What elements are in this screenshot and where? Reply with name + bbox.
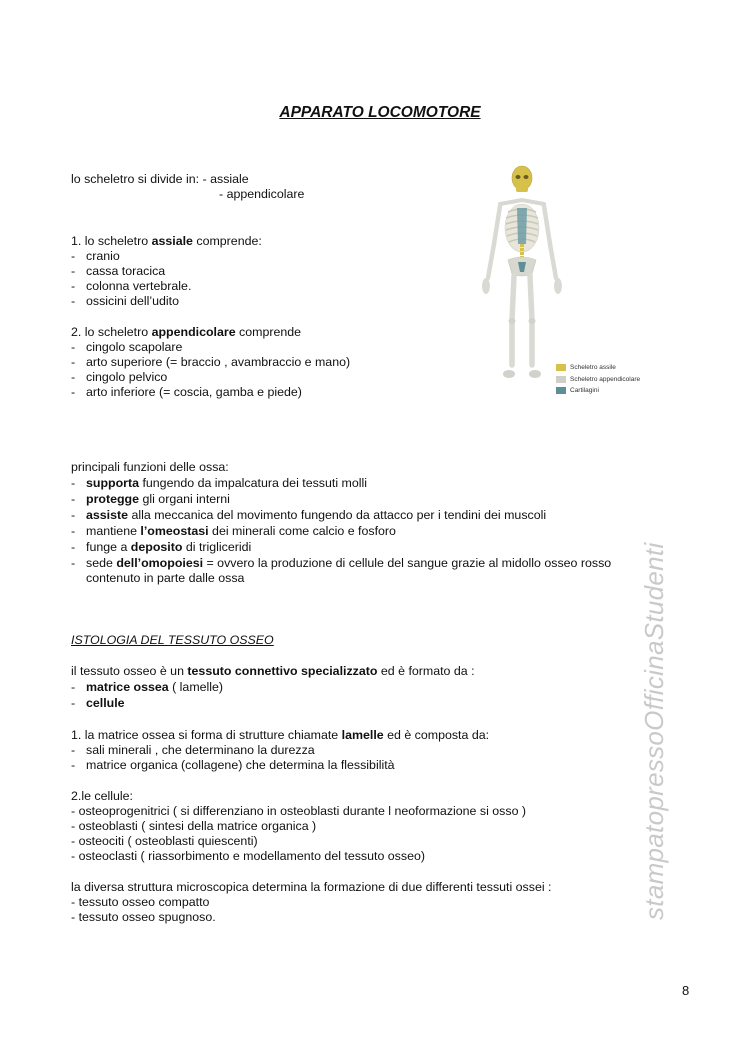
cells-item: - osteoprogenitrici ( si differenziano in osteoblasti durante l neoformazione si osso ) — [71, 804, 527, 818]
list-dash: - — [71, 355, 76, 369]
component-item: cellule — [86, 696, 125, 710]
matrix-item: sali minerali , che determinano la durezza — [86, 743, 315, 757]
intro-line-2: - appendicolare — [219, 187, 305, 201]
list-dash: - — [71, 249, 76, 263]
matrix-heading: 1. la matrice ossea si forma di strutture chiamate lamelle ed è composta da: — [71, 728, 490, 742]
appendicular-item: cingolo scapolare — [86, 340, 183, 354]
legend-item: Scheletro assile — [556, 362, 640, 374]
list-dash: - — [71, 370, 76, 384]
cells-item: - osteoclasti ( riassorbimento e modellamento del tessuto osseo) — [71, 849, 425, 863]
types-item: - tessuto osseo spugnoso. — [71, 910, 216, 924]
list-dash: - — [71, 294, 76, 308]
axial-item: cranio — [86, 249, 120, 263]
appendicular-item: arto superiore (= braccio , avambraccio e mano) — [86, 355, 351, 369]
cells-item: - osteoblasti ( sintesi della matrice organica ) — [71, 819, 317, 833]
function-item: mantiene l’omeostasi dei minerali come calcio e fosforo — [86, 524, 396, 538]
list-dash: - — [71, 758, 76, 772]
appendicular-item: cingolo pelvico — [86, 370, 168, 384]
function-item: supporta fungendo da impalcatura dei tessuti molli — [86, 476, 367, 490]
list-dash: - — [71, 556, 76, 570]
function-item: funge a deposito di trigliceridi — [86, 540, 252, 554]
function-item-continued: contenuto in parte dalle ossa — [86, 571, 245, 585]
list-dash: - — [71, 279, 76, 293]
histology-intro: il tessuto osseo è un tessuto connettivo specializzato ed è formato da : — [71, 664, 475, 678]
list-dash: - — [71, 476, 76, 490]
types-item: - tessuto osseo compatto — [71, 895, 210, 909]
function-item: protegge gli organi interni — [86, 492, 230, 506]
list-dash: - — [71, 696, 76, 710]
types-heading: la diversa struttura microscopica determina la formazione di due differenti tessuti ossei : — [71, 880, 552, 894]
cells-item: - osteociti ( osteoblasti quiescenti) — [71, 834, 258, 848]
watermark: stampatopressoOfficinaStudenti — [639, 542, 669, 920]
cells-heading: 2.le cellule: — [71, 789, 133, 803]
list-dash: - — [71, 508, 76, 522]
page-title: APPARATO LOCOMOTORE — [279, 104, 481, 121]
appendicular-heading: 2. lo scheletro appendicolare comprende — [71, 325, 302, 339]
list-dash: - — [71, 385, 76, 399]
list-dash: - — [71, 264, 76, 278]
axial-item: ossicini dell’udito — [86, 294, 179, 308]
functions-heading: principali funzioni delle ossa: — [71, 460, 229, 474]
appendicular-item: arto inferiore (= coscia, gamba e piede) — [86, 385, 302, 399]
intro-line-1: lo scheletro si divide in: - assiale — [71, 172, 249, 186]
legend-item: Cartilagini — [556, 385, 640, 397]
function-item: assiste alla meccanica del movimento fungendo da attacco per i tendini dei muscoli — [86, 508, 547, 522]
legend-swatch-axial — [556, 364, 566, 371]
axial-heading: 1. lo scheletro assiale comprende: — [71, 234, 262, 248]
legend-swatch-appendicular — [556, 376, 566, 383]
list-dash: - — [71, 743, 76, 757]
section-heading: ISTOLOGIA DEL TESSUTO OSSEO — [71, 633, 274, 647]
function-item: sede dell’omopoiesi = ovvero la produzione di cellule del sangue grazie al midollo osseo rosso — [86, 556, 612, 570]
matrix-item: matrice organica (collagene) che determina la flessibilità — [86, 758, 395, 772]
figure-legend — [556, 362, 640, 397]
list-dash: - — [71, 540, 76, 554]
legend-swatch-cartilage — [556, 387, 566, 394]
axial-item: colonna vertebrale. — [86, 279, 192, 293]
list-dash: - — [71, 340, 76, 354]
list-dash: - — [71, 524, 76, 538]
component-item: matrice ossea ( lamelle) — [86, 680, 224, 694]
list-dash: - — [71, 492, 76, 506]
page-number: 8 — [682, 983, 690, 998]
axial-item: cassa toracica — [86, 264, 166, 278]
list-dash: - — [71, 680, 76, 694]
legend-item: Scheletro appendicolare — [556, 374, 640, 386]
